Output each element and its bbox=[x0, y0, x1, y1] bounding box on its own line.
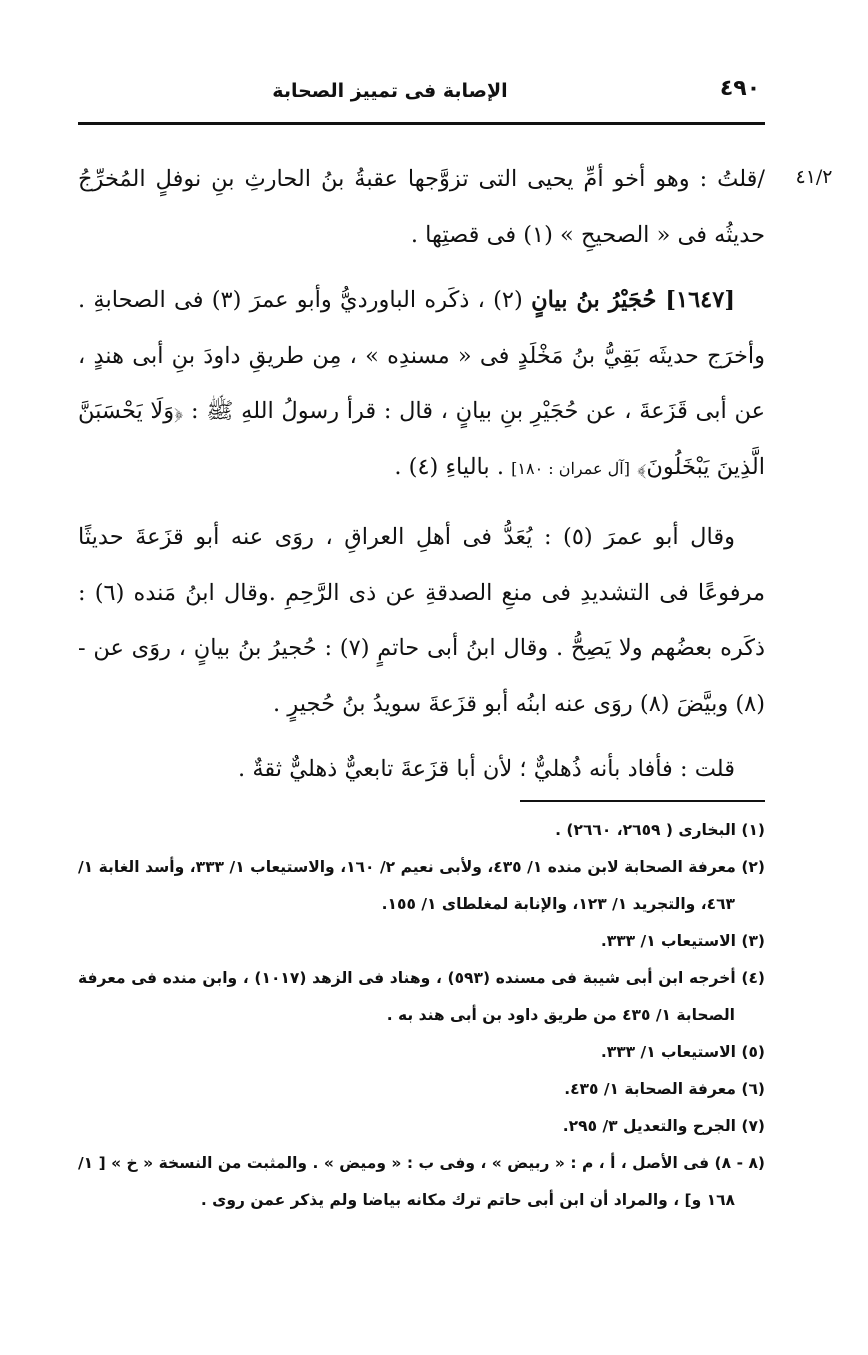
main-text bbox=[78, 152, 765, 798]
footnotes bbox=[78, 812, 765, 1219]
running-title: الإصابة فى تمييز الصحابة bbox=[272, 80, 508, 102]
footnote-7: (٧) الجرح والتعديل ٣/ ٢٩٥. bbox=[562, 1117, 765, 1135]
paragraph-1: /قلتُ : وهو أخو أمِّ يحيى التى تزوَّجها عقبةُ بنُ الحارثِ بنِ نوفلٍ المُخرِّجُ حديثُه فى « الصحيحِ » (١) فى قصتِها . bbox=[78, 166, 765, 248]
quran-citation: [آل عمران : ١٨٠] bbox=[511, 458, 630, 478]
footnote-5: (٥) الاستيعاب ١/ ٣٣٣. bbox=[600, 1043, 765, 1061]
header-rule bbox=[78, 122, 765, 125]
paragraph-2 bbox=[78, 273, 765, 496]
footnote-3: (٣) الاستيعاب ١/ ٣٣٣. bbox=[600, 932, 765, 950]
margin-reference: ٤١/٢ bbox=[795, 166, 833, 188]
page-number: ٤٩٠ bbox=[719, 76, 761, 101]
entry-heading: [١٦٤٧] حُجَيْرُ بنُ بيانٍ bbox=[531, 287, 735, 313]
paragraph-2-end: . بالياءِ (٤) . bbox=[394, 453, 504, 480]
paragraph-3: وقال أبو عمرَ (٥) : يُعَدُّ فى أهلِ العراقِ ، روَى عنه أبو قزَعةَ حديثًا مرفوعًا فى التشديدِ فى منعِ الصدقةِ عن ذى الرَّحِمِ .وقال ابنُ مَنده (٦) : ذكَره بعضُهم ولا يَصِحُّ . وقال ابنُ أبى حاتمٍ (٧) : حُجيرُ بنُ بيانٍ ، روَى عن - (٨) وبيَّضَ (٨) روَى عنه ابنُه أبو قزَعةَ سويدُ بنُ حُجيرٍ . bbox=[78, 524, 766, 717]
footnote-1: (١) البخارى ( ٢٦٥٩، ٢٦٦٠) . bbox=[555, 821, 765, 839]
footnote-rule bbox=[520, 800, 765, 802]
footnote-8: (٨ - ٨) فى الأصل ، أ ، م : « ربيض » ، وفى ب : « وميض » . والمثبت من النسخة « خ » [ ١/ ١٦٨ و] ، والمراد أن ابن أبى حاتم ترك مكانه بياضا ولم يذكر عمن روى . bbox=[78, 1154, 766, 1209]
footnote-4: (٤) أخرجه ابن أبى شيبة فى مسنده (٥٩٣) ، وهناد فى الزهد (١٠١٧) ، وابن منده فى معرفة الصحابة ١/ ٤٣٥ من طريق داود بن أبى هند به . bbox=[78, 969, 765, 1024]
paragraph-4: قلت : فأفاد بأنه ذُهليٌّ ؛ لأن أبا قزَعةَ تابعيٌّ ذهليٌّ ثقةٌ . bbox=[238, 756, 735, 782]
paragraph-2-text: (٢) ، ذكَره الباورديُّ وأبو عمرَ (٣) فى الصحابةِ . وأخرَج حديثَه بَقِيُّ بنُ مَخْلَدٍ فى « مسندِه » ، مِن طريقِ داودَ بنِ أبى هندٍ ، عن أبى قَزَعةَ ، عن حُجَيْرِ بنِ بيانٍ ، قال : قرأ رسولُ اللهِ ﷺ : ﴿وَلَا يَحْسَبَنَّ الَّذِينَ يَبْخَلُونَ﴾ bbox=[78, 287, 765, 480]
footnote-2: (٢) معرفة الصحابة لابن منده ١/ ٤٣٥، ولأبى نعيم ٢/ ١٦٠، والاستيعاب ١/ ٣٣٣، وأسد الغابة ١/ ٤٦٣، والتجريد ١/ ١٢٣، والإنابة لمغلطاى ١/ ١٥٥. bbox=[78, 858, 765, 913]
footnote-6: (٦) معرفة الصحابة ١/ ٤٣٥. bbox=[564, 1080, 765, 1098]
